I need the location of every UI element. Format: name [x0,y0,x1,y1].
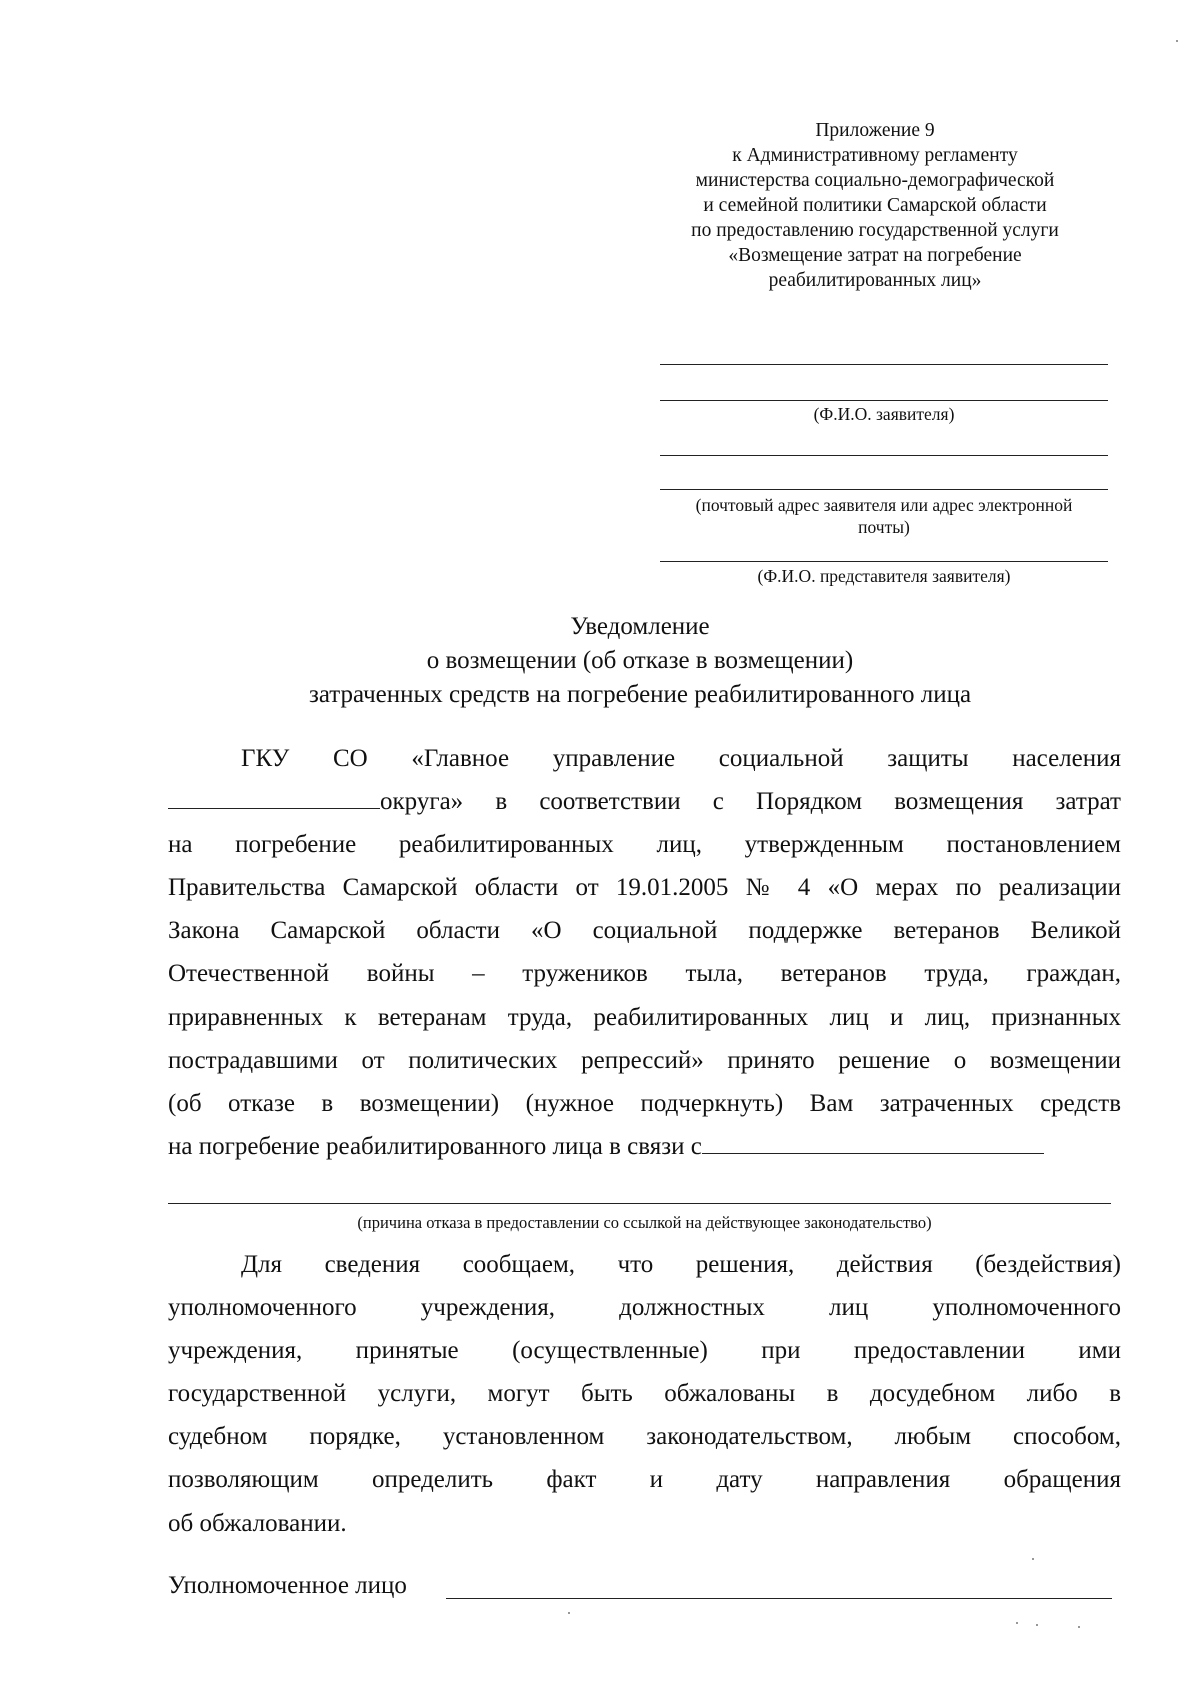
paragraph-line: пострадавшими от политических репрессий» принято решение о возмещении [168,1046,1121,1074]
representative-fio-caption: (Ф.И.О. представителя заявителя) [757,566,1011,586]
applicant-fio-line-2[interactable] [660,400,1108,401]
document-title [150,610,1130,712]
paragraph-line: об обжаловании. [168,1509,347,1537]
paragraph-line: учреждения, принятые (осуществленные) при предоставлении ими [168,1337,1121,1365]
appendix-line: министерства социально-демографической [695,170,1055,191]
paragraph-line: Для сведения сообщаем, что решения, действия (бездействия) [241,1251,1121,1278]
appendix-header [640,118,1110,293]
representative-fio-line[interactable] [660,561,1108,562]
paragraph-line: уполномоченного учреждения, должностных лиц уполномоченного [168,1294,1121,1322]
paragraph-line: государственной услуги, могут быть обжалованы в досудебном либо в [168,1380,1121,1408]
appendix-line: и семейной политики Самарской области [703,195,1047,216]
applicant-address-line-1[interactable] [660,455,1108,456]
reason-line[interactable] [168,1203,1111,1204]
reason-blank[interactable] [702,1129,1044,1154]
paragraph-line: на погребение реабилитированного лица в связи с [168,1125,1121,1168]
paragraph-line: Правительства Самарской области от 19.01.2005 № 4 «О мерах по реализации [168,874,1121,902]
paragraph-line: Закона Самарской области «О социальной поддержке ветеранов Великой [168,917,1121,945]
signature-line[interactable] [446,1598,1112,1599]
paragraph-line: на погребение реабилитированных лиц, утвержденным постановлением [168,831,1121,859]
appeal-paragraph [168,1243,1121,1545]
district-blank[interactable] [168,784,380,809]
appendix-line: к Административному регламенту [732,145,1018,166]
appendix-line: по предоставлению государственной услуги [691,220,1059,241]
applicant-address-caption-2: почты) [858,517,910,537]
applicant-fio-caption: (Ф.И.О. заявителя) [813,404,955,424]
title-line-3: затраченных средств на погребение реабилитированного лица [308,681,972,708]
title-line-2: о возмещении (об отказе в возмещении) [426,647,854,674]
title-line-1: Уведомление [570,613,710,640]
paragraph-line: округа» в соответствии с Порядком возмещения затрат [168,780,1121,823]
paragraph-line: (об отказе в возмещении) (нужное подчеркнуть) Вам затраченных средств [168,1089,1121,1117]
signature-label: Уполномоченное лицо [168,1572,407,1599]
applicant-address-line-2[interactable] [660,489,1108,490]
applicant-address-caption-1: (почтовый адрес заявителя или адрес электронной [695,495,1073,515]
appendix-line: реабилитированных лиц» [768,270,982,291]
appendix-line: «Возмещение затрат на погребение [728,245,1022,266]
appendix-line: Приложение 9 [815,120,935,141]
notice-paragraph [168,737,1121,1168]
paragraph-line: Отечественной войны – тружеников тыла, ветеранов труда, граждан, [168,960,1121,988]
applicant-fio-line-1[interactable] [660,364,1108,365]
paragraph-line: приравненных к ветеранам труда, реабилитированных лиц и лиц, признанных [168,1003,1121,1031]
paragraph-line: ГКУ СО «Главное управление социальной защиты населения [241,745,1121,772]
paragraph-line: позволяющим определить факт и дату направления обращения [168,1466,1121,1494]
paragraph-line: судебном порядке, установленном законодательством, любым способом, [168,1423,1121,1451]
reason-caption: (причина отказа в предоставлении со ссылкой на действующее законодательство) [357,1213,932,1232]
